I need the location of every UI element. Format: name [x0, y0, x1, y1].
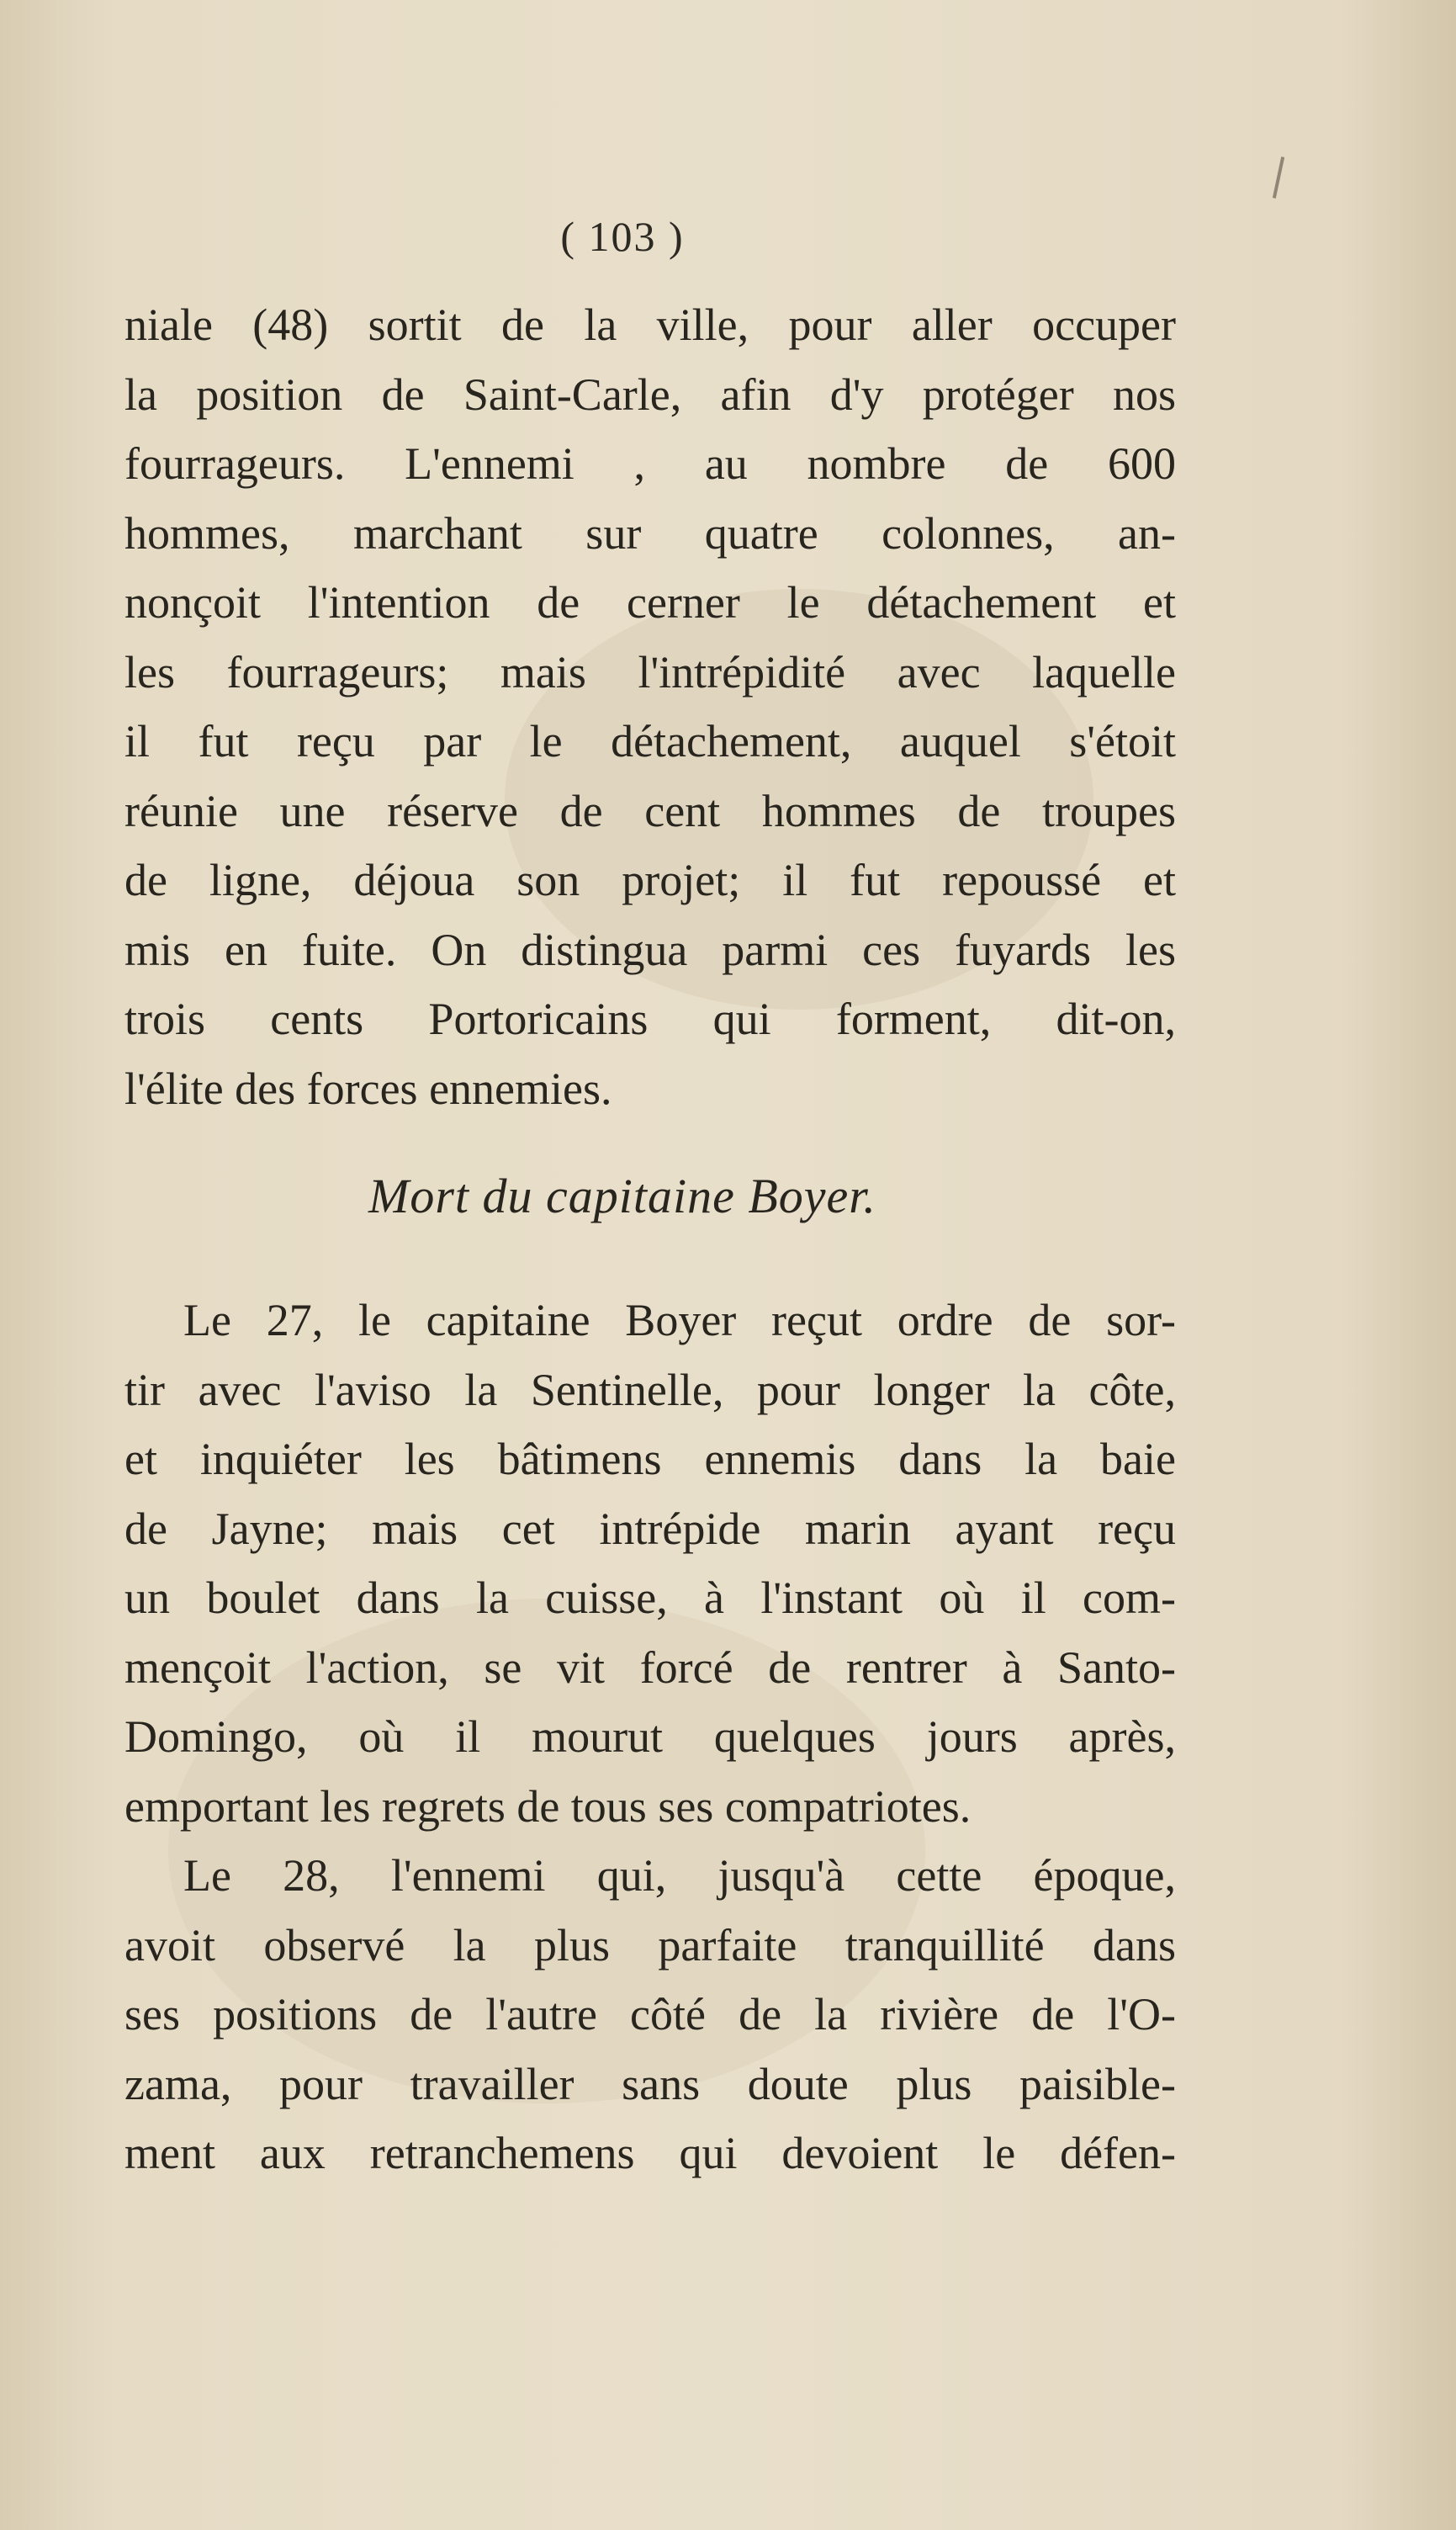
- paragraph-2: [124, 1286, 1176, 2188]
- text-line: ment aux retranchemens qui devoient le défen-: [124, 2128, 1176, 2178]
- text-line: et inquiéter les bâtimens ennemis dans la baie: [124, 1434, 1176, 1484]
- text-line: l'élite des forces ennemies.: [124, 1063, 612, 1114]
- paragraph-1: [124, 290, 1176, 1123]
- text-line: fourrageurs. L'ennemi , au nombre de 600: [124, 438, 1176, 489]
- text-line: emportant les regrets de tous ses compatriotes.: [124, 1780, 972, 1832]
- text-line: il fut reçu par le détachement, auquel s'étoit: [124, 716, 1176, 766]
- margin-mark: [1273, 156, 1284, 199]
- page-number: ( 103 ): [560, 213, 685, 260]
- text-line: nonçoit l'intention de cerner le détachement et: [124, 577, 1176, 628]
- text-line: mis en fuite. On distingua parmi ces fuyards les: [124, 924, 1176, 975]
- text-line: mençoit l'action, se vit forcé de rentrer à Santo-: [124, 1642, 1176, 1693]
- text-line: ses positions de l'autre côté de la rivière de l'O-: [124, 1989, 1176, 2039]
- text-line: les fourrageurs; mais l'intrépidité avec laquelle: [124, 646, 1176, 697]
- text-line: zama, pour travailler sans doute plus paisible-: [124, 2058, 1176, 2109]
- text-line: réunie une réserve de cent hommes de troupes: [124, 785, 1176, 836]
- text-line: de Jayne; mais cet intrépide marin ayant reçu: [124, 1503, 1176, 1554]
- text-line: avoit observé la plus parfaite tranquillité dans: [124, 1919, 1176, 1970]
- text-line: Domingo, où il mourut quelques jours après,: [124, 1711, 1176, 1762]
- text-line: hommes, marchant sur quatre colonnes, an-: [124, 507, 1176, 559]
- text-line: de ligne, déjoua son projet; il fut repoussé et: [124, 855, 1176, 905]
- text-line: Le 28, l'ennemi qui, jusqu'à cette époque,: [183, 1850, 1176, 1901]
- text-line: un boulet dans la cuisse, à l'instant où il com-: [124, 1573, 1176, 1623]
- text-line: Le 27, le capitaine Boyer reçut ordre de sor-: [183, 1295, 1176, 1345]
- text-line: trois cents Portoricains qui forment, dit-on,: [124, 994, 1176, 1044]
- section-heading: Mort du capitaine Boyer.: [368, 1169, 876, 1223]
- text-line: tir avec l'aviso la Sentinelle, pour longer la côte,: [124, 1364, 1176, 1415]
- text-line: la position de Saint-Carle, afin d'y protéger nos: [124, 369, 1176, 420]
- text-line: niale (48) sortit de la ville, pour aller occuper: [124, 300, 1176, 350]
